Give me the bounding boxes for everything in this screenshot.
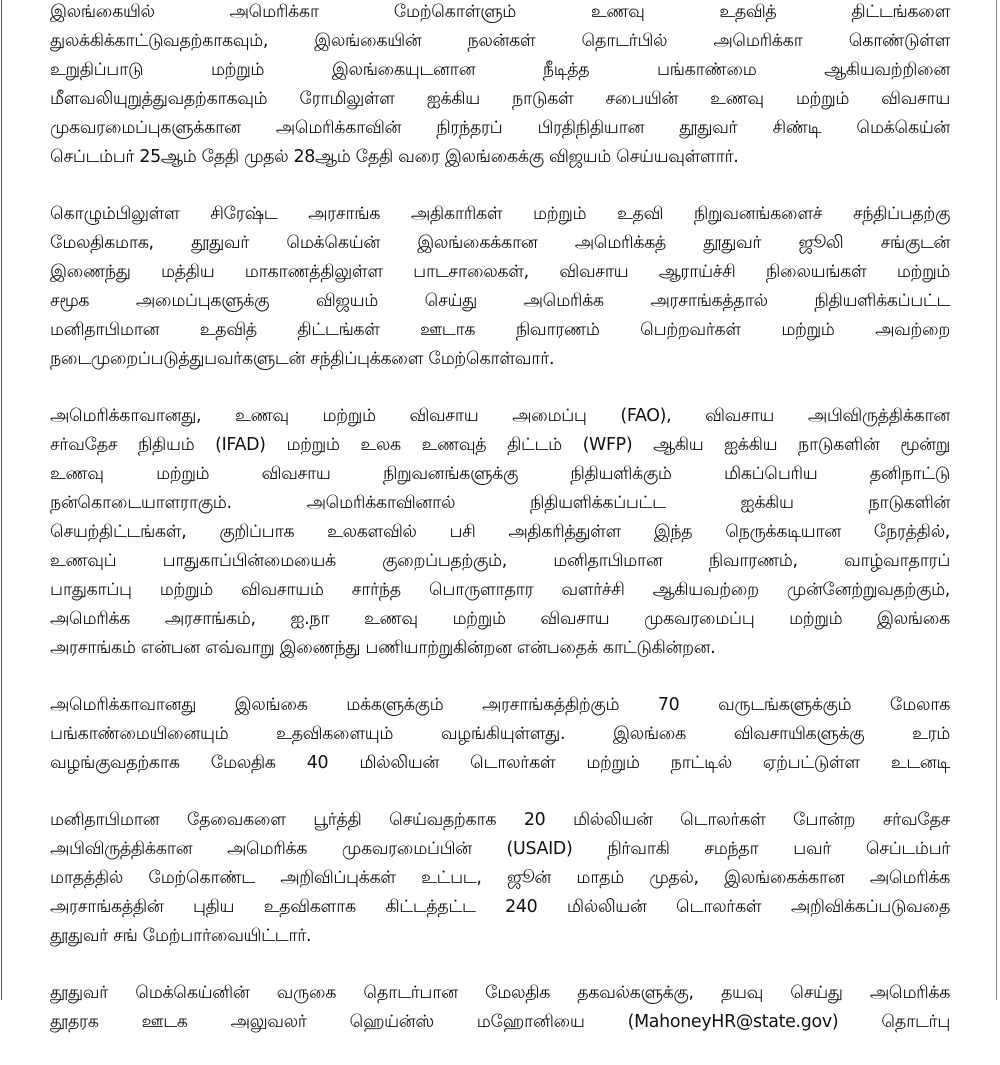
text-line: மனிதாபிமான தேவைகளை பூர்த்தி செய்வதற்காக 20 மில்லியன் டொலர்கள் போன்ற சர்வதேச <box>50 810 950 830</box>
text-line: அமெரிக்காவானது, உணவு மற்றும் விவசாய அமைப்பு (FAO), விவசாய அபிவிருத்திக்கான <box>50 406 950 426</box>
text-line: கொழும்பிலுள்ள சிரேஷ்ட அரசாங்க அதிகாரிகள் மற்றும் உதவி நிறுவனங்களைச் சந்திப்பதற்கு <box>50 204 950 224</box>
text-line: அபிவிருத்திக்கான அமெரிக்க முகவரமைப்பின் (USAID) நிர்வாகி சமந்தா பவர் செப்டம்பர் <box>50 839 950 859</box>
text-line: சர்வதேச நிதியம் (IFAD) மற்றும் உலக உணவுத் திட்டம் (WFP) ஆகிய ஐக்கிய நாடுகளின் மூன்று <box>50 435 950 455</box>
text-line: துலக்கிக்காட்டுவதற்காகவும், இலங்கையின் நலன்கள் தொடர்பில் அமெரிக்கா கொண்டுள்ள <box>50 31 950 51</box>
text-line: தூதுவர் மெக்கெய்னின் வருகை தொடர்பான மேலதிக தகவல்களுக்கு, தயவு செய்து அமெரிக்க <box>50 983 950 1003</box>
text-line: நன்கொடையாளராகும். அமெரிக்காவினால் நிதியளிக்கப்பட்ட ஐக்கிய நாடுகளின் <box>50 493 950 513</box>
text-line: அரசாங்கத்தின் புதிய உதவிகளாக கிட்டத்தட்ட 240 மில்லியன் டொலர்கள் அறிவிக்கப்படுவதை <box>50 897 950 917</box>
paragraph-4 <box>50 691 950 778</box>
text-line: பாதுகாப்பு மற்றும் விவசாயம் சார்ந்த பொருளாதார வளர்ச்சி ஆகியவற்றை முன்னேற்றுவதற்கும், <box>50 580 950 600</box>
text-line: உறுதிப்பாடு மற்றும் இலங்கையுடனான நீடித்த பங்காண்மை ஆகியவற்றினை <box>50 60 950 80</box>
paragraph-2 <box>50 200 950 374</box>
text-line: முகவரமைப்புகளுக்கான அமெரிக்காவின் நிரந்தரப் பிரதிநிதியான தூதுவர் சிண்டி மெக்கெய்ன் <box>50 118 950 138</box>
text-line: செயற்திட்டங்கள், குறிப்பாக உலகளவில் பசி அதிகரித்துள்ள இந்த நெருக்கடியான நேரத்தில், <box>50 522 950 542</box>
text-line: இணைந்து மத்திய மாகாணத்திலுள்ள பாடசாலைகள், விவசாய ஆராய்ச்சி நிலையங்கள் மற்றும் <box>50 262 950 282</box>
document-body <box>50 0 950 1065</box>
text-line: மனிதாபிமான உதவித் திட்டங்கள் ஊடாக நிவாரணம் பெற்றவர்கள் மற்றும் அவற்றை <box>50 320 950 340</box>
text-line: அரசாங்கம் என்பன எவ்வாறு இணைந்து பணியாற்றுகின்றன என்பதைக் காட்டுகின்றன. <box>50 638 716 658</box>
text-line: மீளவலியுறுத்துவதற்காகவும் ரோமிலுள்ள ஐக்கிய நாடுகள் சபையின் உணவு மற்றும் விவசாய <box>50 89 950 109</box>
text-line: செப்டம்பர் 25ஆம் தேதி முதல் 28ஆம் தேதி வரை இலங்கைக்கு விஜயம் செய்யவுள்ளார். <box>50 147 739 167</box>
text-line: தூதரக ஊடக அலுவலர் ஹெய்ன்ஸ் மஹோனியை (MahoneyHR@state.gov) தொடர்பு <box>50 1012 950 1032</box>
text-line: மாதத்தில் மேற்கொண்ட அறிவிப்புக்கள் உட்பட, ஜூன் மாதம் முதல், இலங்கைக்கான அமெரிக்க <box>50 868 950 888</box>
text-line: உணவுப் பாதுகாப்பின்மையைக் குறைப்பதற்கும், மனிதாபிமான நிவாரணம், வாழ்வாதாரப் <box>50 551 950 571</box>
text-line: மேலதிகமாக, தூதுவர் மெக்கெய்ன் இலங்கைக்கான அமெரிக்கத் தூதுவர் ஜூலி சங்குடன் <box>50 233 950 253</box>
text-line: வழங்குவதற்காக மேலதிக 40 மில்லியன் டொலர்கள் மற்றும் நாட்டில் ஏற்பட்டுள்ள உடனடி <box>50 753 950 773</box>
page-right-border <box>996 0 997 1000</box>
text-line: நடைமுறைப்படுத்துபவர்களுடன் சந்திப்புக்களை மேற்கொள்வார். <box>50 349 555 369</box>
paragraph-1 <box>50 0 950 172</box>
page-left-border <box>1 0 2 1000</box>
paragraph-3 <box>50 402 950 663</box>
paragraph-5 <box>50 806 950 951</box>
text-line: அமெரிக்காவானது இலங்கை மக்களுக்கும் அரசாங்கத்திற்கும் 70 வருடங்களுக்கும் மேலாக <box>50 695 950 715</box>
text-line: இலங்கையில் அமெரிக்கா மேற்கொள்ளும் உணவு உதவித் திட்டங்களை <box>50 2 950 22</box>
text-line: உணவு மற்றும் விவசாய நிறுவனங்களுக்கு நிதியளிக்கும் மிகப்பெரிய தனிநாட்டு <box>50 464 950 484</box>
text-line: அமெரிக்க அரசாங்கம், ஐ.நா உணவு மற்றும் விவசாய முகவரமைப்பு மற்றும் இலங்கை <box>50 609 950 629</box>
text-line: தூதுவர் சங் மேற்பார்வையிட்டார். <box>50 926 312 946</box>
paragraph-6 <box>50 979 950 1037</box>
text-line: சமூக அமைப்புகளுக்கு விஜயம் செய்து அமெரிக்க அரசாங்கத்தால் நிதியளிக்கப்பட்ட <box>50 291 950 311</box>
text-line: பங்காண்மையினையும் உதவிகளையும் வழங்கியுள்ளது. இலங்கை விவசாயிகளுக்கு உரம் <box>50 724 950 744</box>
